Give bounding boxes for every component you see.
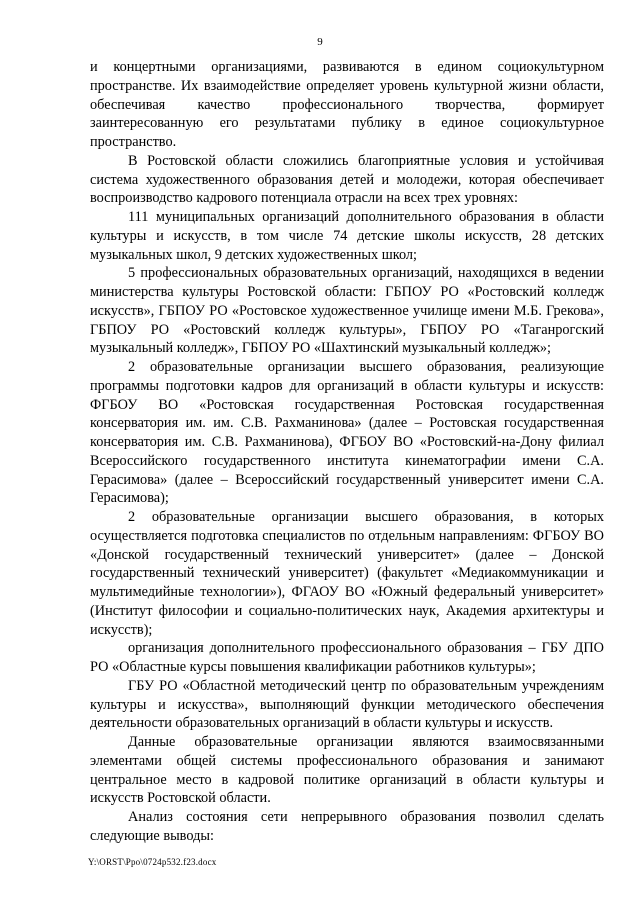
list-item: 5 профессиональных образовательных организаций, находящихся в ведении министерства культуры Ростовской области: ГБПОУ РО «Ростовский колледж искусств», ГБПОУ РО «Ростовское художественное училище имени М.Б. Грекова», ГБПОУ РО «Ростовский колледж культуры», ГБПОУ РО «Таганрогский музыкальный колледж», ГБПОУ РО «Шахтинский музыкальный колледж»; bbox=[90, 265, 604, 357]
file-path-footer: Y:\ORST\Ppo\0724p532.f23.docx bbox=[88, 857, 217, 867]
list-item: 2 образовательные организации высшего образования, в которых осуществляется подготовка специалистов по отдельным направлениям: ФГБОУ ВО «Донской государственный технический университет» (далее – Донской государственный технический университет) (факультет «Медиакоммуникации и мультимедийные технологии»), ФГАОУ ВО «Южный федеральный университет» (Институт философии и социально-политических наук, Академия архитектуры и искусств); bbox=[90, 509, 604, 638]
list-item: 2 образовательные организации высшего образования, реализующие программы подготовки кадров для организаций в области культуры и искусств: ФГБОУ ВО «Ростовская государственная Ростовская государственная консерватория им. им. С.В. Рахманинова» (далее – Ростовская государственная консерватория им. С.В. Рахманинова), ФГБОУ ВО «Ростовский-на-Дону филиал Всероссийского государственного института кинематографии имени С.А. Герасимова» (далее – Всероссийский государственный университет имени С.А. Герасимова); bbox=[90, 359, 604, 507]
paragraph: Анализ состояния сети непрерывного образования позволил сделать следующие выводы: bbox=[90, 809, 604, 844]
list-item: организация дополнительного профессионального образования – ГБУ ДПО РО «Областные курсы повышения квалификации работников культуры»; bbox=[90, 640, 604, 675]
paragraph: В Ростовской области сложились благоприятные условия и устойчивая система художественного образования детей и молодежи, которая обеспечивает воспроизводство кадрового потенциала отрасли на всех трех уровнях: bbox=[90, 152, 604, 207]
list-item: 111 муниципальных организаций дополнительного образования в области культуры и искусств, в том числе 74 детские школы искусств, 28 детских музыкальных школ, 9 детских художественных школ; bbox=[90, 209, 604, 263]
list-item: ГБУ РО «Областной методический центр по образовательным учреждениям культуры и искусства», выполняющий функции методического обеспечения деятельности образовательных организаций в области культуры и искусств. bbox=[90, 677, 604, 732]
paragraph: Данные образовательные организации являются взаимосвязанными элементами общей системы профессионального образования и занимают центральное место в кадровой политике организаций в области культуры и искусств Ростовской области. bbox=[90, 734, 604, 807]
page-number: 9 bbox=[317, 36, 323, 48]
paragraph: и концертными организациями, развиваются в едином социокультурном пространстве. Их взаимодействие определяет уровень культурной жизни области, обеспечивая качество профессионального творчества, формирует заинтересованную его результатами публику в единое социокультурное пространство. bbox=[90, 59, 604, 150]
document-body bbox=[90, 58, 604, 846]
